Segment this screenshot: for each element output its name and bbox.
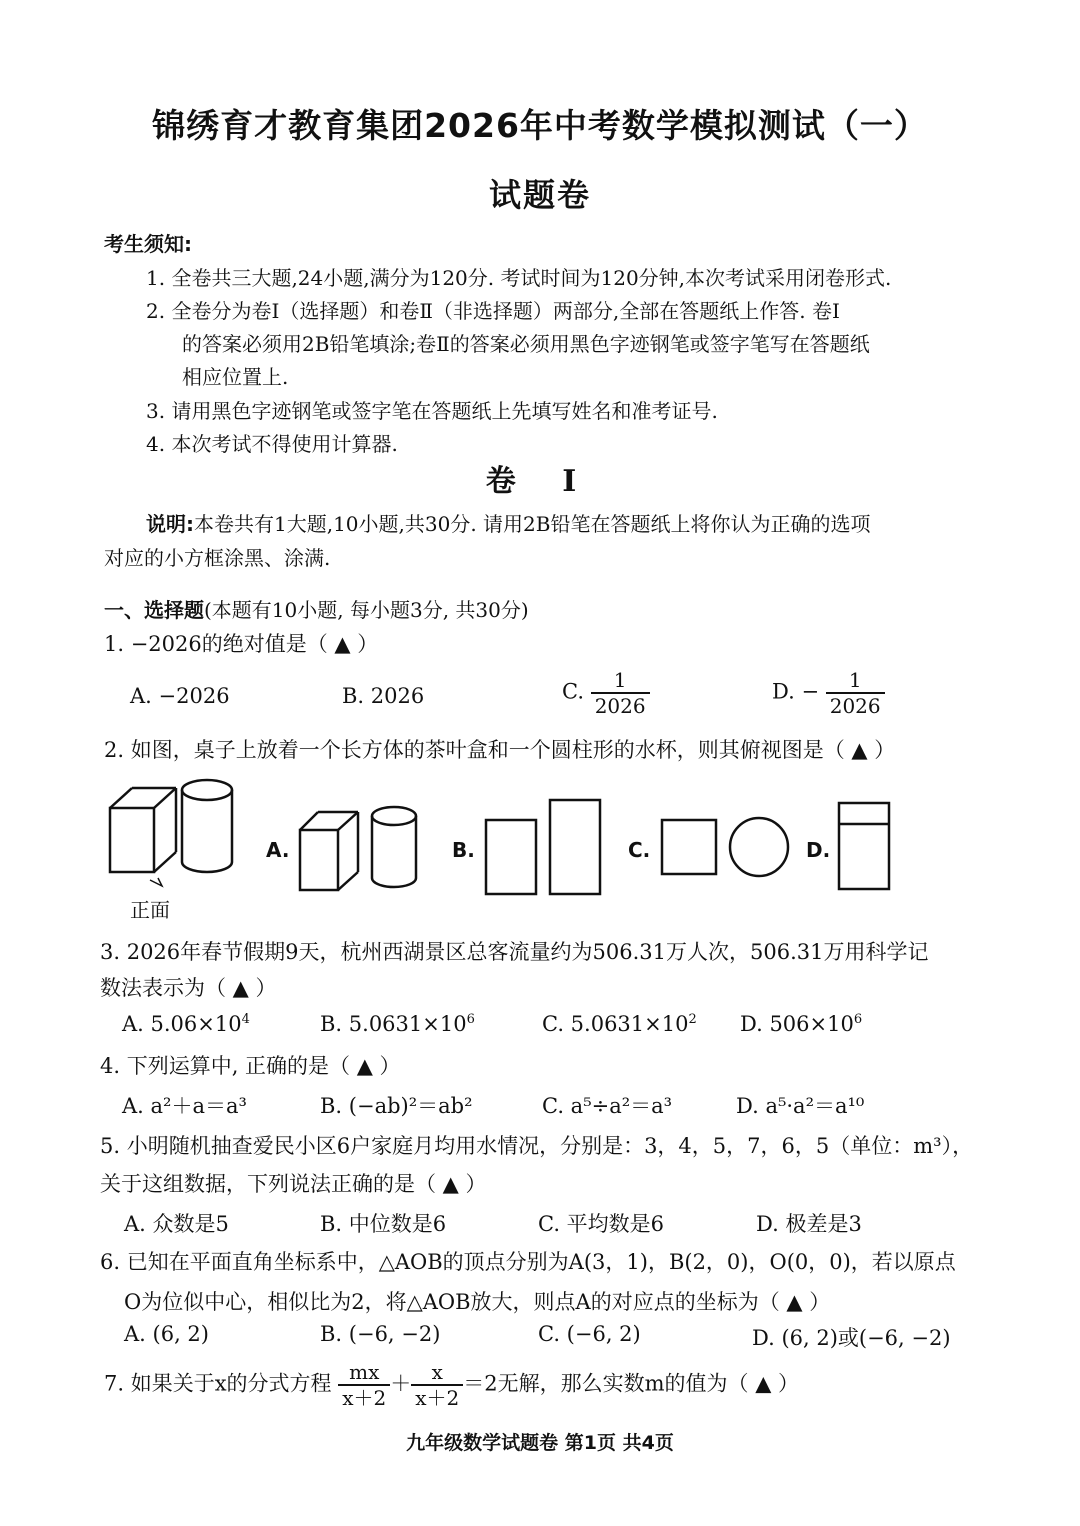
q1-c-denominator: 2026: [594, 694, 646, 718]
q2-option-d-figure: [839, 803, 889, 889]
notice-item-2-cont: 的答案必须用2B铅笔填涂;卷Ⅱ的答案必须用黑色字迹钢笔或签字笔写在答题纸: [182, 332, 870, 356]
q7-fraction-2: [411, 1360, 463, 1410]
q2-option-b-label: B.: [452, 838, 475, 862]
q5-option-d: D. 极差是3: [756, 1212, 862, 1236]
q3-stem-line-2: 数法表示为（ ▲ ）: [100, 976, 277, 1000]
q7-f1-numerator: mx: [338, 1360, 390, 1386]
q6-option-c: C. (−6, 2): [538, 1322, 641, 1346]
q2-option-b-figure: [486, 800, 600, 894]
q3-c-base: C. 5.0631×10: [542, 1012, 689, 1036]
q1-d-denominator: 2026: [829, 694, 881, 718]
q2-stem: 2. 如图，桌子上放着一个长方体的茶叶盒和一个圆柱形的水杯，则其俯视图是（ ▲ ）: [104, 738, 896, 762]
q5-stem-line-2: 关于这组数据，下列说法正确的是（ ▲ ）: [100, 1172, 487, 1196]
notice-heading: 考生须知:: [104, 232, 192, 256]
q7-fraction-1: [338, 1360, 390, 1410]
q1-stem: 1. −2026的绝对值是（ ▲ ）: [104, 632, 379, 656]
q3-stem-line-1: 3. 2026年春节假期9天，杭州西湖景区总客流量约为506.31万人次，506.31万用科学记: [100, 940, 929, 964]
q7-suffix: ＝2无解，那么实数m的值为（ ▲ ）: [463, 1371, 800, 1396]
q3-a-base: A. 5.06×10: [122, 1012, 242, 1036]
description-line-2: 对应的小方框涂黑、涂满.: [104, 546, 331, 570]
notice-item-2: 2. 全卷分为卷Ⅰ（选择题）和卷Ⅱ（非选择题）两部分,全部在答题纸上作答. 卷Ⅰ: [146, 299, 840, 323]
q3-d-base: D. 506×10: [740, 1012, 854, 1036]
q2-option-a-label: A.: [266, 838, 290, 862]
q2-original-box-icon: [110, 788, 176, 872]
q3-a-exponent: 4: [241, 1012, 250, 1027]
q4-stem: 4. 下列运算中, 正确的是（ ▲ ）: [100, 1054, 401, 1078]
q2-view-arrow-icon: [150, 878, 162, 886]
description-label: 说明:: [146, 512, 194, 536]
q4-option-a: A. a²＋a＝a³: [122, 1094, 247, 1118]
q5-option-c: C. 平均数是6: [538, 1212, 665, 1236]
q6-option-d: D. (6, 2)或(−6, −2): [752, 1326, 951, 1350]
q6-stem-line-2: O为位似中心，相似比为2，将△AOB放大，则点A的对应点的坐标为（ ▲ ）: [124, 1290, 831, 1314]
q2-option-c-figure: [662, 818, 788, 876]
q3-option-d: [740, 1012, 862, 1036]
q1-option-b: B. 2026: [342, 684, 425, 708]
q5-option-a: A. 众数是5: [124, 1212, 229, 1236]
q2-option-c-label: C.: [628, 838, 651, 862]
q1-d-numerator: 1: [826, 668, 885, 694]
q4-option-c: C. a⁵÷a²＝a³: [542, 1094, 673, 1118]
section-title: 卷 Ⅰ: [485, 464, 595, 499]
q5-stem-line-1: 5. 小明随机抽查爱民小区6户家庭月均用水情况，分别是：3，4，5，7，6，5（单位：m³），: [100, 1134, 974, 1158]
q7-f2-numerator: x: [411, 1360, 463, 1386]
q3-d-exponent: 6: [853, 1012, 863, 1027]
description-line-1: 本卷共有1大题,10小题,共30分. 请用2B铅笔在答题纸上将你认为正确的选项: [194, 512, 871, 536]
q7-plus: ＋: [390, 1371, 412, 1396]
q7-prefix: 7. 如果关于x的分式方程: [104, 1371, 332, 1396]
q6-option-a: A. (6, 2): [124, 1322, 209, 1346]
q1-option-c-label: C.: [562, 679, 584, 704]
q5-option-b: B. 中位数是6: [320, 1212, 447, 1236]
exam-title: 锦绣育才教育集团2026年中考数学模拟测试（一）: [152, 106, 928, 145]
q3-c-exponent: 2: [688, 1012, 697, 1027]
notice-item-1: 1. 全卷共三大题,24小题,满分为120分. 考试时间为120分钟,本次考试采用闭卷形式.: [146, 266, 892, 290]
q3-b-exponent: 6: [466, 1012, 475, 1027]
q1-option-a: A. −2026: [130, 684, 230, 708]
q7-f1-denominator: x＋2: [342, 1386, 387, 1410]
notice-item-2-end: 相应位置上.: [182, 365, 289, 389]
q3-b-base: B. 5.0631×10: [320, 1012, 467, 1036]
q4-option-b: B. (−ab)²＝ab²: [320, 1094, 473, 1118]
q2-front-label: 正面: [130, 898, 170, 922]
q7-f2-denominator: x＋2: [415, 1386, 460, 1410]
part-heading-label: 一、选择题: [104, 598, 204, 622]
notice-item-3: 3. 请用黑色字迹钢笔或签字笔在答题纸上先填写姓名和准考证号.: [146, 399, 718, 423]
q1-c-numerator: 1: [591, 668, 650, 694]
q1-option-d-label: D. −: [772, 679, 820, 704]
q4-option-d: D. a⁵·a²＝a¹⁰: [736, 1094, 865, 1118]
q6-stem-line-1: 6. 已知在平面直角坐标系中，△AOB的顶点分别为A(3，1)，B(2，0)，O(0，0)，若以原点: [100, 1250, 956, 1274]
notice-item-4: 4. 本次考试不得使用计算器.: [146, 432, 398, 456]
q3-option-b: [320, 1012, 475, 1036]
q2-option-a-figure: [300, 807, 416, 890]
q2-original-cylinder-icon: [182, 780, 232, 872]
q6-option-b: B. (−6, −2): [320, 1322, 441, 1346]
q7-stem: [104, 1360, 799, 1410]
q3-option-a: [122, 1012, 250, 1036]
q2-option-d-label: D.: [806, 838, 831, 862]
exam-subtitle: 试题卷: [488, 176, 591, 214]
part-heading-detail: (本题有10小题, 每小题3分, 共30分): [204, 598, 529, 622]
q3-option-c: [542, 1012, 697, 1036]
page-footer: 九年级数学试题卷 第1页 共4页: [406, 1432, 674, 1454]
